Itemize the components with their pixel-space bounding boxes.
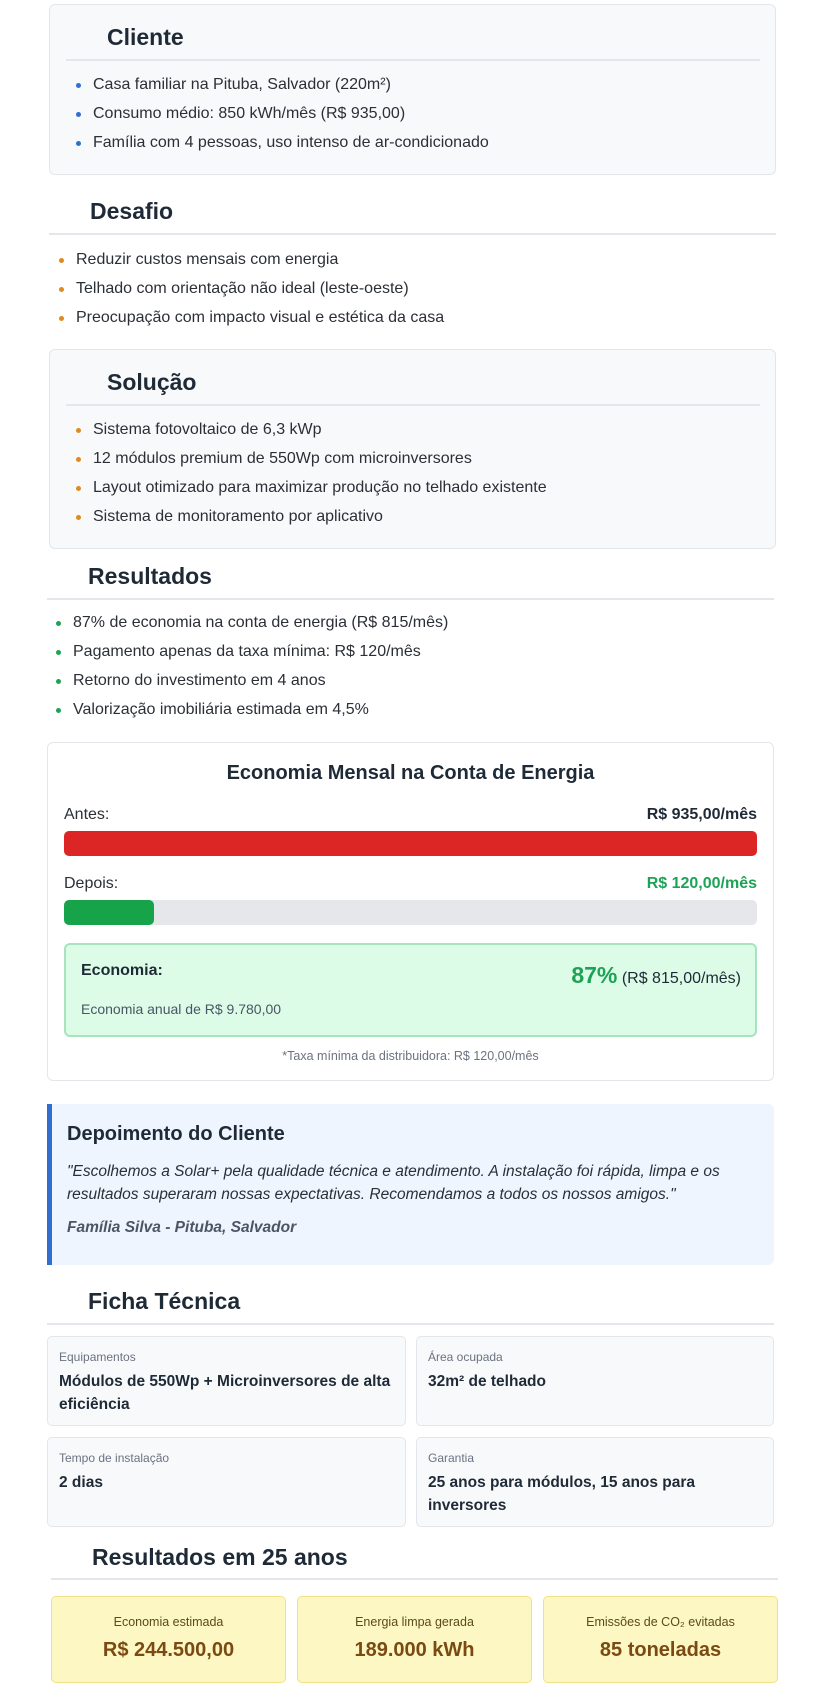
- list-item: Consumo médio: 850 kWh/mês (R$ 935,00): [76, 104, 756, 133]
- antes-bar-fill: [64, 831, 757, 856]
- list-item: Layout otimizado para maximizar produção no telhado existente: [76, 478, 756, 507]
- list-item: Retorno do investimento em 4 anos: [56, 671, 756, 700]
- res-label: Energia limpa gerada: [355, 1615, 474, 1629]
- economia-box: [64, 943, 757, 1037]
- list-item: 12 módulos premium de 550Wp com microinversores: [76, 449, 756, 478]
- list-item: Telhado com orientação não ideal (leste-oeste): [59, 279, 759, 308]
- res-value: 85 toneladas: [599, 1639, 722, 1661]
- tech-label: Equipamentos: [59, 1350, 136, 1364]
- solucao-divider: [66, 404, 760, 406]
- depoimento-title: Depoimento do Cliente: [67, 1123, 285, 1145]
- desafio-title: Desafio: [90, 198, 174, 224]
- resultados25-divider: [51, 1578, 778, 1580]
- tech-label: Garantia: [428, 1451, 475, 1465]
- solucao-title: Solução: [107, 369, 197, 395]
- list-item: Família com 4 pessoas, uso intenso de ar-condicionado: [76, 133, 756, 162]
- antes-value: R$ 935,00/mês: [646, 806, 757, 823]
- solucao-card: [49, 349, 776, 549]
- list-item: Sistema de monitoramento por aplicativo: [76, 507, 756, 536]
- ficha-title: Ficha Técnica: [88, 1288, 241, 1314]
- economia-annual: Economia anual de R$ 9.780,00: [81, 1001, 282, 1017]
- resultados25-title: Resultados em 25 anos: [92, 1544, 348, 1570]
- tech-value: 25 anos para módulos, 15 anos para inversores: [428, 1474, 696, 1514]
- desafio-list: [59, 250, 759, 337]
- ficha-tempo: [47, 1437, 406, 1527]
- cliente-title: Cliente: [107, 24, 184, 50]
- list-item: Valorização imobiliária estimada em 4,5%: [56, 700, 756, 729]
- ficha-divider: [47, 1323, 774, 1325]
- resultados-title: Resultados: [88, 563, 212, 589]
- depois-bar-fill: [64, 900, 154, 925]
- cliente-card: [49, 4, 776, 175]
- tech-label: Área ocupada: [428, 1350, 503, 1364]
- list-item: Casa familiar na Pituba, Salvador (220m²): [76, 75, 756, 104]
- depoimento-card: [47, 1104, 774, 1265]
- list-item: Sistema fotovoltaico de 6,3 kWp: [76, 420, 756, 449]
- antes-bar-track: [64, 831, 757, 856]
- resultados-list: [56, 613, 756, 729]
- depoimento-author: Família Silva - Pituba, Salvador: [67, 1219, 297, 1236]
- antes-label: Antes:: [64, 806, 110, 823]
- economia-card: [47, 742, 774, 1081]
- economia-box-summary: [571, 962, 741, 989]
- resultados-divider: [47, 598, 774, 600]
- tech-value: 2 dias: [59, 1474, 103, 1491]
- depois-label: Depois:: [64, 875, 119, 892]
- ficha-equipamentos: [47, 1336, 406, 1426]
- tech-label: Tempo de instalação: [59, 1451, 170, 1465]
- res-label: Emissões de CO₂ evitadas: [586, 1615, 735, 1629]
- resultado-economia: [51, 1596, 286, 1683]
- res-value: 189.000 kWh: [354, 1639, 475, 1661]
- economia-percent: 87%: [571, 962, 618, 988]
- resultado-energia: [297, 1596, 532, 1683]
- list-item: 87% de economia na conta de energia (R$ 815/mês): [56, 613, 756, 642]
- list-item: Pagamento apenas da taxa mínima: R$ 120/mês: [56, 642, 756, 671]
- economia-title: Economia Mensal na Conta de Energia: [226, 762, 595, 784]
- ficha-area: [416, 1336, 774, 1426]
- cliente-divider: [66, 59, 760, 61]
- solucao-list: [76, 420, 756, 536]
- list-item: Reduzir custos mensais com energia: [59, 250, 759, 279]
- economia-note: *Taxa mínima da distribuidora: R$ 120,00/mês: [282, 1049, 539, 1063]
- list-item: Preocupação com impacto visual e estética da casa: [59, 308, 759, 337]
- desafio-divider: [49, 233, 776, 235]
- depois-value: R$ 120,00/mês: [646, 875, 757, 892]
- tech-value: Módulos de 550Wp + Microinversores de alta eficiência: [59, 1373, 391, 1413]
- depoimento-quote: "Escolhemos a Solar+ pela qualidade técnica e atendimento. A instalação foi rápida, limpa e os resultados superaram nossas expectativas. Recomendamos a todos os nossos amigos.": [67, 1163, 720, 1203]
- economia-box-label: Economia:: [81, 962, 163, 979]
- cliente-list: [76, 75, 756, 162]
- depois-bar-track: [64, 900, 757, 925]
- ficha-garantia: [416, 1437, 774, 1527]
- resultado-emissoes: [543, 1596, 778, 1683]
- res-label: Economia estimada: [113, 1615, 224, 1629]
- res-value: R$ 244.500,00: [102, 1639, 235, 1661]
- economia-amount: (R$ 815,00/mês): [621, 970, 741, 987]
- tech-value: 32m² de telhado: [428, 1373, 546, 1390]
